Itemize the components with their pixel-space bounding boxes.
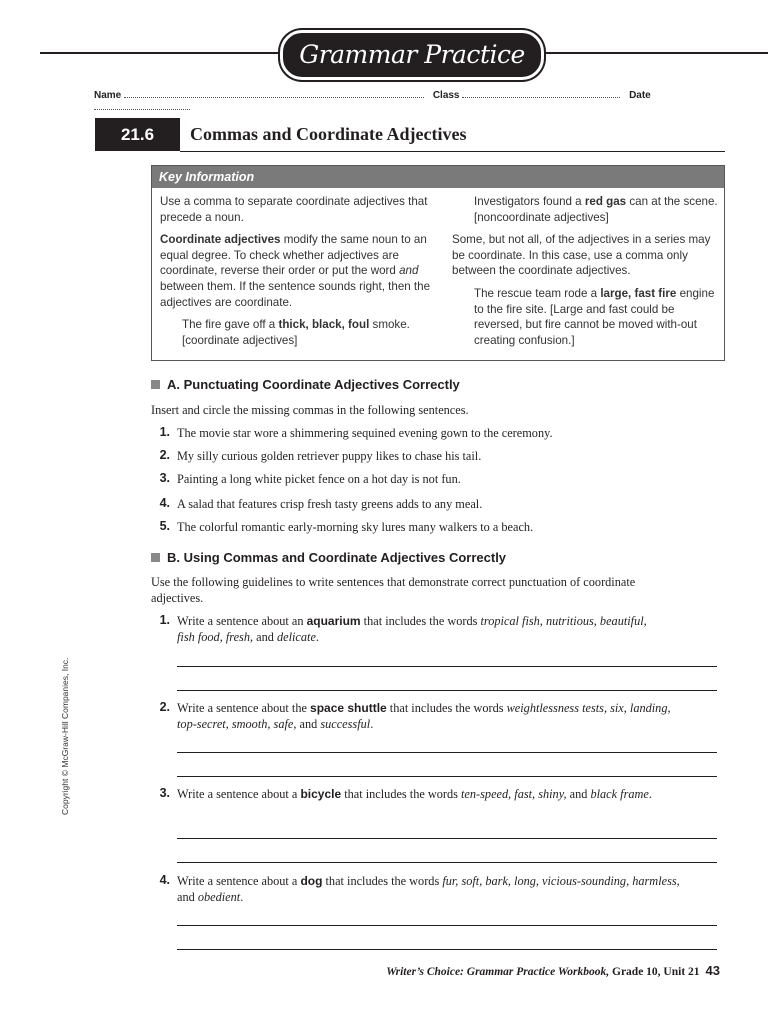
bullet-square-icon xyxy=(151,380,160,389)
answer-line[interactable] xyxy=(177,776,717,777)
key-information-heading: Key Information xyxy=(152,166,724,188)
sentence-item[interactable]: The movie star wore a shimmering sequined evening gown to the ceremony. xyxy=(177,426,553,440)
answer-line[interactable] xyxy=(177,752,717,753)
example-coordinate: The fire gave off a thick, black, foul smoke. [coordinate adjectives] xyxy=(182,318,410,347)
answer-line[interactable] xyxy=(177,838,717,839)
lesson-title: Commas and Coordinate Adjectives xyxy=(190,124,467,144)
sentence-item[interactable]: Painting a long white picket fence on a hot day is not fun. xyxy=(177,472,461,486)
series-rule-text: Some, but not all, of the adjectives in a series may be coordinate. In this case, use a comma only between the coordinate adjectives. xyxy=(452,233,711,278)
answer-line[interactable] xyxy=(177,690,717,691)
answer-line[interactable] xyxy=(177,949,717,950)
answer-line[interactable] xyxy=(177,862,717,863)
name-label: Name xyxy=(94,90,122,101)
page-footer xyxy=(386,963,720,978)
key-rule-text: Use a comma to separate coordinate adjectives that precede a noun. xyxy=(160,195,428,224)
book-title: Writer’s Choice: Grammar Practice Workbook, xyxy=(386,966,610,978)
name-class-date-row xyxy=(94,89,724,113)
bullet-square-icon xyxy=(151,553,160,562)
page-number: 43 xyxy=(705,963,720,978)
key-information-box xyxy=(151,165,725,361)
copyright-notice: Copyright © McGraw-Hill Companies, Inc. xyxy=(60,657,70,815)
grade-unit: Grade 10, Unit 21 xyxy=(609,966,700,978)
section-b-heading: B. Using Commas and Coordinate Adjectives Correctly xyxy=(151,550,506,565)
key-info-left-column xyxy=(160,194,432,355)
example-series: The rescue team rode a large, fast fire engine to the fire site. [Large and fast could be reversed, but fire cannot be moved with-out creating confusion.] xyxy=(474,286,715,347)
answer-line[interactable] xyxy=(177,666,717,667)
item-number: 2. xyxy=(159,700,170,714)
banner-title: Grammar Practice xyxy=(299,40,525,69)
item-number: 5. xyxy=(159,519,170,533)
item-number: 1. xyxy=(159,613,170,627)
date-field[interactable] xyxy=(94,101,190,110)
date-label: Date xyxy=(629,90,651,101)
prompt-item: Write a sentence about the space shuttle that includes the words weightlessness tests, six, landing, top-secret, smooth, safe, and successful. xyxy=(177,701,671,731)
worksheet-banner xyxy=(280,30,544,80)
sentence-item[interactable]: My silly curious golden retriever puppy likes to chase his tail. xyxy=(177,449,482,463)
section-b-instruction: Use the following guidelines to write sentences that demonstrate correct punctuation of coordinate adjectives. xyxy=(151,575,636,605)
answer-line[interactable] xyxy=(177,925,717,926)
lesson-rule xyxy=(180,151,725,152)
prompt-item: Write a sentence about a bicycle that includes the words ten-speed, fast, shiny, and black frame. xyxy=(177,787,652,801)
sentence-item[interactable]: A salad that features crisp fresh tasty greens adds to any meal. xyxy=(177,497,483,511)
item-number: 4. xyxy=(159,873,170,887)
section-a-instruction: Insert and circle the missing commas in the following sentences. xyxy=(151,403,469,417)
item-number: 4. xyxy=(159,496,170,510)
lesson-number: 21.6 xyxy=(95,118,180,151)
name-field[interactable] xyxy=(124,89,424,98)
prompt-item: Write a sentence about a dog that includes the words fur, soft, bark, long, vicious-sounding, harmless, and obedient. xyxy=(177,874,680,904)
section-a-heading: A. Punctuating Coordinate Adjectives Correctly xyxy=(151,377,460,392)
key-info-right-column xyxy=(452,194,718,355)
sentence-item[interactable]: The colorful romantic early-morning sky lures many walkers to a beach. xyxy=(177,520,534,534)
coordinate-definition: Coordinate adjectives modify the same noun to an equal degree. To check whether adjectives are coordinate, reverse their order or put the word and between them. If the sentence sounds right, then the adjectives are coordinate. xyxy=(160,233,431,309)
class-field[interactable] xyxy=(462,89,620,98)
item-number: 3. xyxy=(159,471,170,485)
example-noncoordinate: Investigators found a red gas can at the scene. [noncoordinate adjectives] xyxy=(474,195,718,224)
item-number: 1. xyxy=(159,425,170,439)
prompt-item: Write a sentence about an aquarium that includes the words tropical fish, nutritious, beautiful, fish food, fresh, and delicate. xyxy=(177,614,647,644)
item-number: 2. xyxy=(159,448,170,462)
class-label: Class xyxy=(432,90,460,101)
item-number: 3. xyxy=(159,786,170,800)
